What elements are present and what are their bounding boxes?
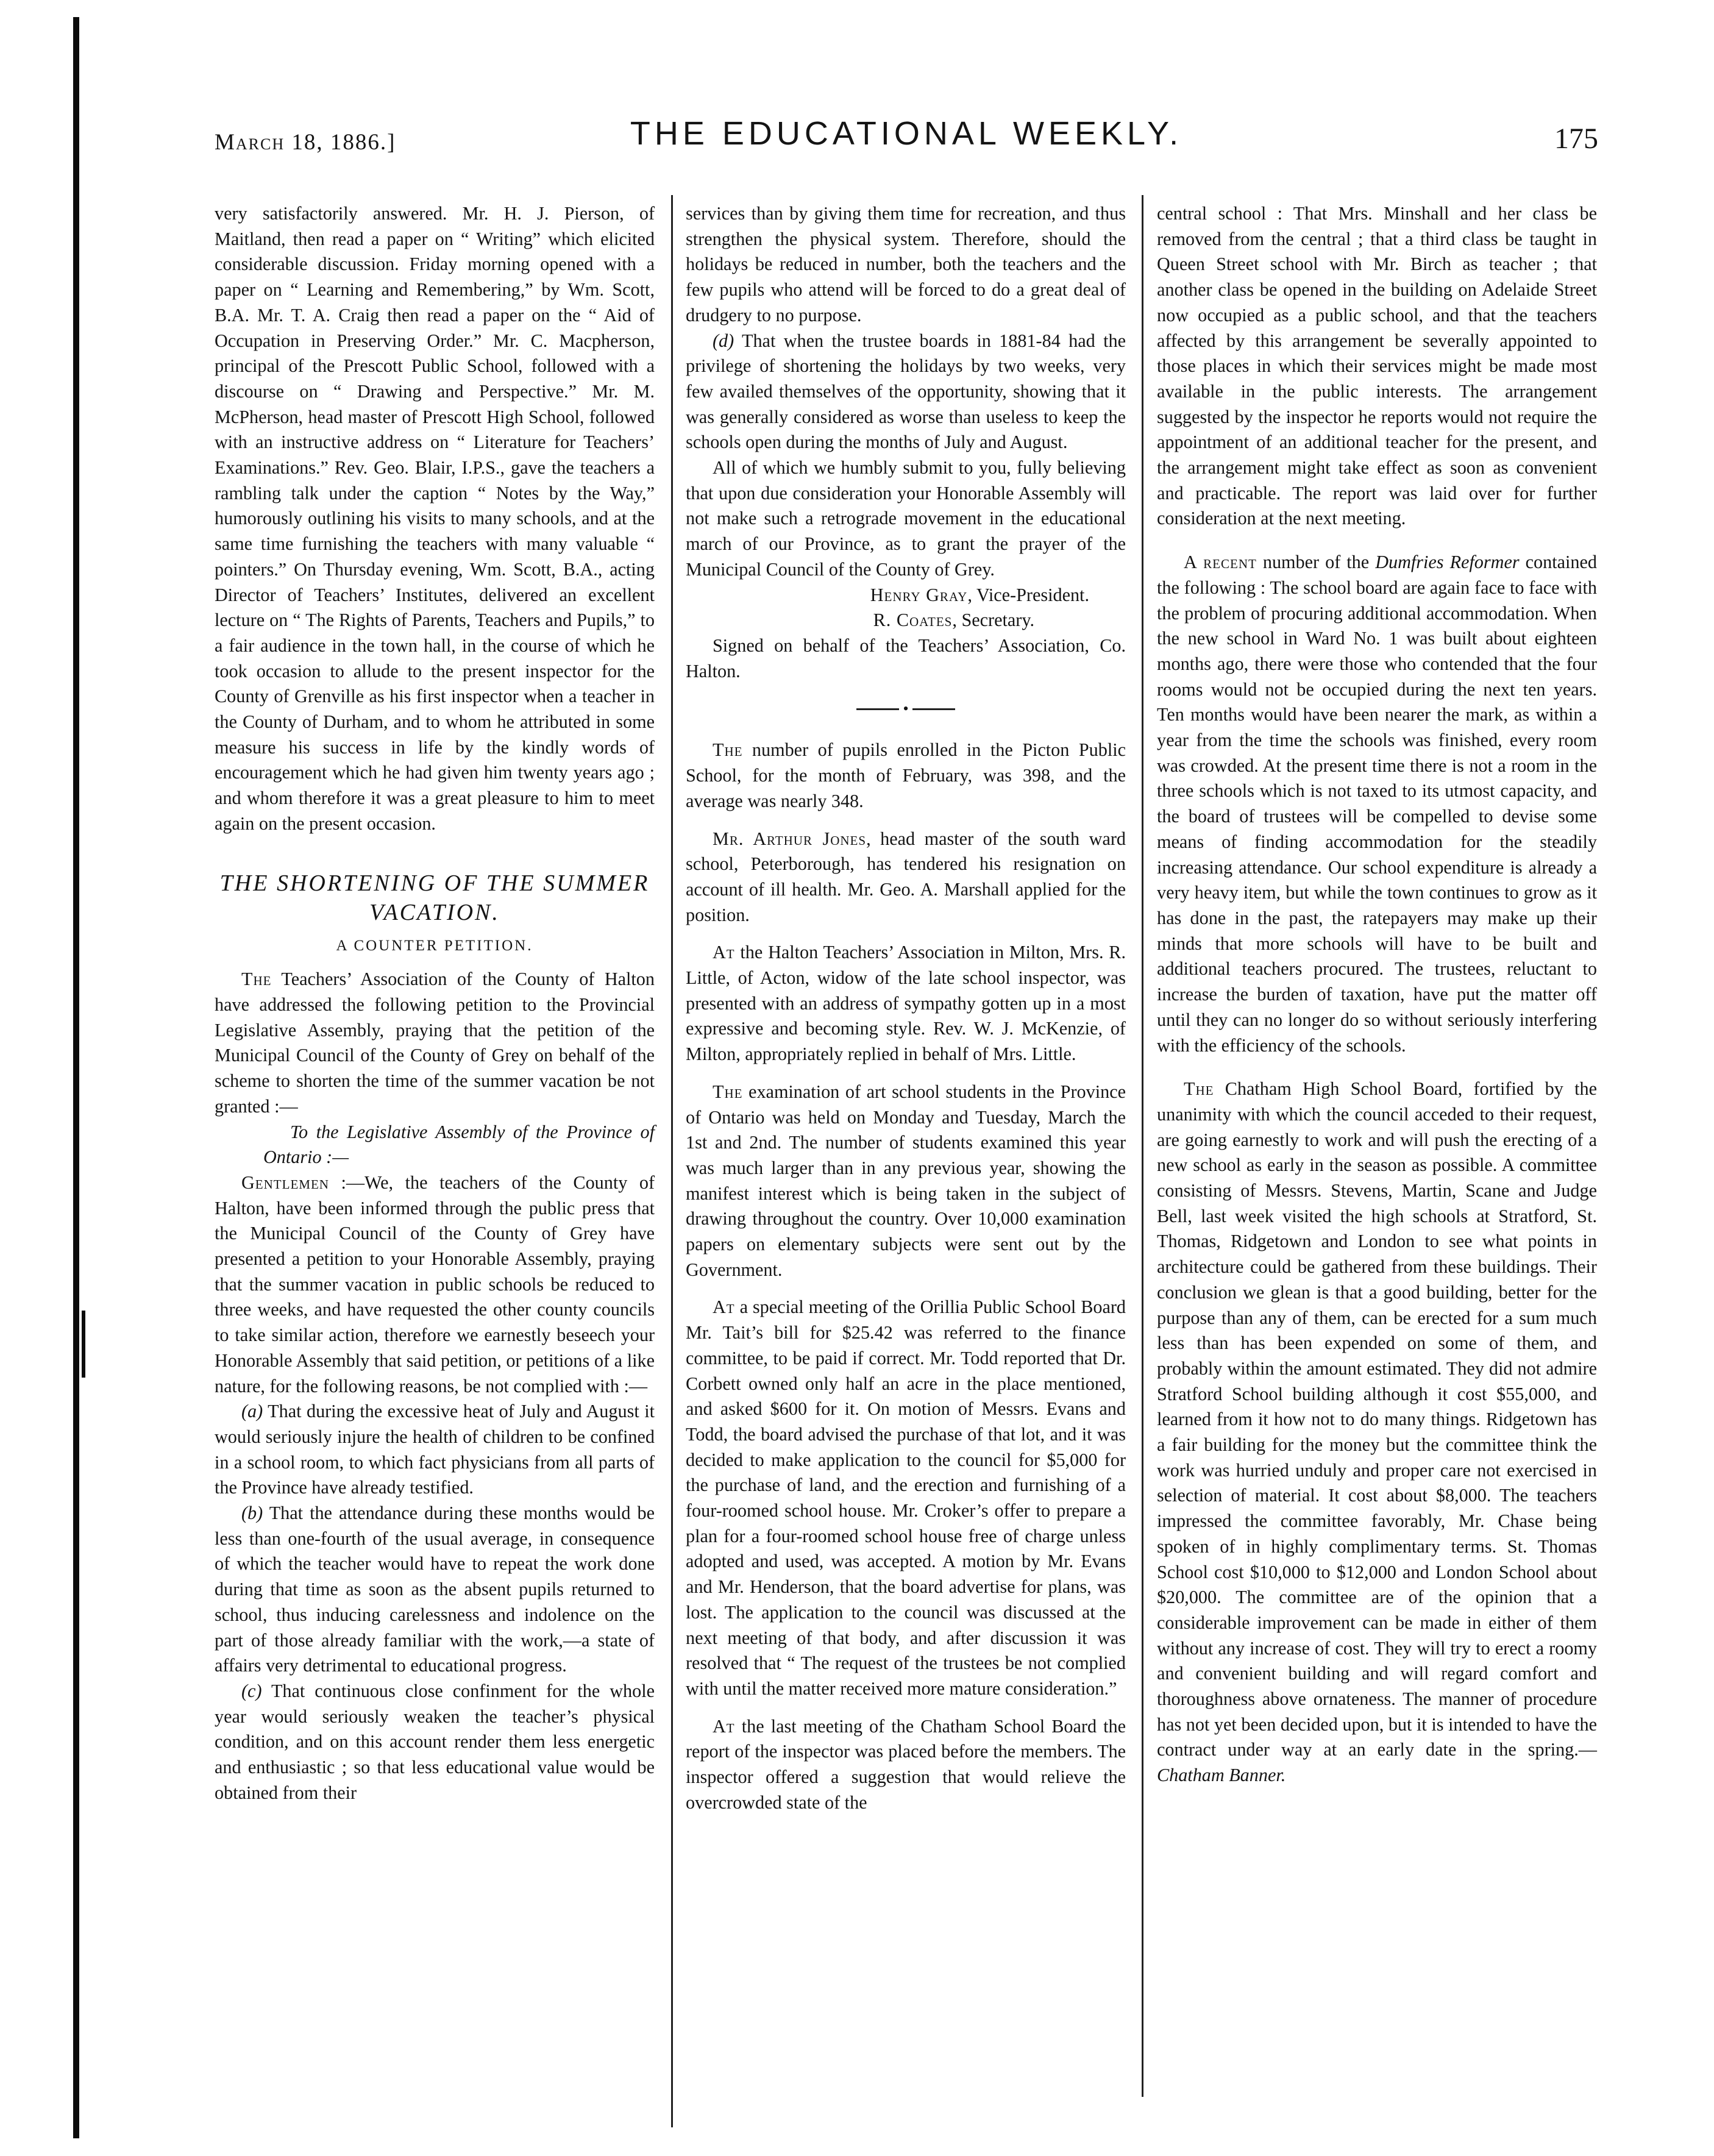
source-credit: Chatham Banner. <box>1157 1765 1286 1786</box>
news-item: Mr. Arthur Jones, head master of the south ward school, Peterborough, has tendered his resignation on account of ill health. Mr. Geo. A. Marshall applied for the position. <box>686 828 1126 925</box>
paragraph: Gentlemen :—We, the teachers of the County of Halton, have been informed through the public press that the Municipal Council of the County of Grey have presented a petition to your Honorable Assembly, praying that the summer vacation in public schools be reduced to three weeks, and have requested the other county councils to take similar action, therefore we earnestly beseech your Honorable Assembly that said petition, or petitions of a like nature, for the following reasons, be not complied with :— <box>215 1172 655 1396</box>
petition-clause-a: (a) That during the excessive heat of July and August it would seriously injure the health of children to be confined in a school room, to which fact physicians from all parts of the Province have already testified. <box>215 1401 655 1498</box>
news-item: The number of pupils enrolled in the Picton Public School, for the month of February, was 398, and the average was nearly 348. <box>686 739 1126 811</box>
petition-address: To the Legislative Assembly of the Province of Ontario :— <box>263 1121 655 1168</box>
article-subtitle: A COUNTER PETITION. <box>336 937 533 954</box>
news-item: At the last meeting of the Chatham School Board the report of the inspector was placed before the members. The inspector offered a suggestion that would relieve the overcrowded state of the <box>686 1715 1126 1813</box>
paragraph: very satisfactorily answered. Mr. H. J. Pierson, of Maitland, then read a paper on “ Writing” which elicited considerable discussion. Friday morning opened with a paper on “ Learning and Remembering,” by Wm. Scott, B.A. Mr. T. A. Craig then read a paper on the “ Aid of Occupation in Preserving Order.” Mr. C. Macpherson, principal of the Prescott Public School, followed with a discourse on “ Drawing and Perspective.” Mr. M. McPherson, head master of Prescott High School, followed with an instructive address on “ Literature for Teachers’ Examinations.” Rev. Geo. Blair, I.P.S., gave the teachers a rambling talk under the caption “ Notes by the Way,” humorously outlining his visits to many schools, and at the same time furnishing the teachers with many valuable “ pointers.” On Thursday evening, Wm. Scott, B.A., acting Director of Teachers’ Institutes, delivered an excellent lecture on “ The Rights of Parents, Teachers and Pupils,” to a fair audience in the town hall, in the course of which he took occasion to allude to the present inspector for the County of Grenville as his first inspector when a teacher in the County of Durham, and to whom he attributed in some measure his success in life by the kindly words of encouragement which he had given him twenty years ago ; and whom therefore it was a great pleasure to him to meet again on the present occasion. <box>215 203 655 834</box>
issue-date: March 18, 1886.] <box>215 130 396 155</box>
petition-clause-d: (d) That when the trustee boards in 1881-84 had the privilege of shortening the holidays by two weeks, very few availed themselves of the opportunity, showing that it was generally considered as worse than useless to keep the schools open during the months of July and August. <box>686 330 1126 453</box>
column-divider-1 <box>671 195 673 2127</box>
lead-in: Gentlemen <box>241 1172 329 1193</box>
news-item: At a special meeting of the Orillia Public School Board Mr. Tait’s bill for $25.42 was referred to the finance committee, to be paid if correct. Mr. Todd reported that Dr. Corbett owned only half an acre in the place mentioned, and asked $600 for it. On motion of Messrs. Evans and Todd, the board advised the purchase of that lot, and it was decided to make application to the council for $5,000 for the purchase of land, and the erection and furnishing of a four-roomed school house. Mr. Croker’s offer to prepare a plan for a four-roomed school house free of charge unless adopted and used, was accepted. A motion by Mr. Evans and Mr. Henderson, that the board advertise for plans, was lost. The application to the council was discussed at the next meeting of that body, and after discussion it was resolved that “ The request of the trustees be not complied with until the matter received more mature consideration.” <box>686 1297 1126 1699</box>
page-header <box>215 115 1598 163</box>
petition-clause-b: (b) That the attendance during these months would be less than one-fourth of the usual average, in consequence of which the teacher would have to repeat the work done during that time as soon as the absent pupils returned to school, thus inducing carelessness and indolence on the part of those already familiar with the work,—a state of affairs very detrimental to educational progress. <box>215 1503 655 1676</box>
binding-edge-rule <box>73 17 79 2138</box>
signature-line: Henry Gray, Vice-President. <box>870 584 1089 605</box>
column-divider-2 <box>1142 195 1143 2097</box>
petition-clause-c: (c) That continuous close confinment for the whole year would seriously weaken the teacher’s physical condition, and on this account render them less energetic and enthusiastic ; so that less educational value would be obtained from their <box>215 1680 655 1803</box>
publication-title: THE EDUCATIONAL WEEKLY. <box>630 115 1183 152</box>
news-item: The Chatham High School Board, fortified by the unanimity with which the council acceded to their request, are going earnestly to work and will push the erecting of a new school as early in the season as possible. A committee consisting of Messrs. Stevens, Martin, Scane and Judge Bell, last week visited the high schools at Stratford, St. Thomas, Ridgetown and London to see what points in architecture could be gathered from these buildings. Their conclusion we glean is that a good building, better for the purpose than any of them, can be erected for a sum much less than has been expended on some of them, and probably within the amount estimated. They did not admire Stratford School building although it cost $55,000, and learned from it how not to do many things. Ridgetown has a fair building for the money but the committee think the work was hurried unduly and proper care not exercised in selection of material. It cost about $8,000. The teachers impressed the committee favorably, Mr. Chase being spoken of in highly complimentary terms. St. Thomas School cost $10,000 to $12,000 and London School about $20,000. The committee are of the opinion that a considerable improvement can be made in either of them without any increase of cost. They will try to erect a roomy and convenient building and will regard comfort and thoroughness above ornateness. The manner of procedure has not yet been decided upon, but it is intended to have the contract under way at an early date in the spring.—Chatham Banner. <box>1157 1078 1597 1786</box>
column-1 <box>215 201 655 1806</box>
paragraph: The Teachers’ Association of the County of Halton have addressed the following petition to the Provincial Legislative Assembly, praying that the petition of the Municipal Council of the County of Grey on behalf of the scheme to shorten the time of the summer vacation be not granted :— <box>215 969 655 1117</box>
page-number: 175 <box>1554 123 1598 155</box>
binding-edge-mark <box>82 1311 85 1378</box>
paragraph: central school : That Mrs. Minshall and her class be removed from the central ; that a third class be taught in Queen Street school with Mr. Birch as teacher ; that another class be opened in the building on Adelaide Street now occupied as a public school, and that the teachers affected by this arrangement be severally appointed to those places in which their services might be made most available in the public interests. The arrangement suggested by the inspector he reports would not require the appointment of an additional teacher for the present, and the arrangement might take effect as soon as convenient and practicable. The report was laid over for further consideration at the next meeting. <box>1157 203 1597 529</box>
paragraph: services than by giving them time for recreation, and thus strengthen the physical system. Therefore, should the holidays be reduced in number, both the teachers and the few pupils who attend will be forced to do a great deal of drudgery to no purpose. <box>686 203 1126 326</box>
paragraph: All of which we humbly submit to you, fully believing that upon due consideration your Honorable Assembly will not make such a retrograde movement in the educational march of our Province, as to grant the prayer of the Municipal Council of the County of Grey. <box>686 457 1126 580</box>
section-ornament: • <box>686 700 1126 717</box>
news-item: At the Halton Teachers’ Association in Milton, Mrs. R. Little, of Acton, widow of the late school inspector, was presented with an address of sympathy gotten up in a most expressive and becoming style. Rev. W. J. McKenzie, of Milton, appropriately replied in behalf of Mrs. Little. <box>686 942 1126 1065</box>
news-item: The examination of art school students in the Province of Ontario was held on Monday and Tuesday, March the 1st and 2nd. The number of students examined this year was much larger than in any previous year, showing the manifest interest which is being taken in the subject of drawing throughout the country. Over 10,000 examination papers on elementary subjects were sent out by the Government. <box>686 1081 1126 1280</box>
lead-in: The <box>241 969 272 990</box>
newspaper-name: Dumfries Reformer <box>1375 552 1520 573</box>
column-3 <box>1157 201 1597 1788</box>
paragraph: Signed on behalf of the Teachers’ Association, Co. Halton. <box>686 635 1126 681</box>
column-2 <box>686 201 1126 1816</box>
article-title: THE SHORTENING OF THE SUMMER VACATION. <box>219 870 650 925</box>
signature-line: R. Coates, Secretary. <box>873 610 1034 631</box>
news-item: A recent number of the Dumfries Reformer contained the following : The school board are again face to face with the problem of procuring additional accommodation. When the new school in Ward No. 1 was built about eighteen months ago, there were those who contended that the four rooms would not be occupied during the next ten years. Ten months would have been nearer the mark, as within a year from the time the schools was finished, every room was crowded. At the present time there is not a room in the three schools which is not taxed to its utmost capacity, and the board of trustees will be compelled to devise some means of finding accommodation for the steadily increasing attendance. Our school expenditure is already a very heavy item, but while the town continues to grow as it has done in the past, the ratepayers may make up their minds that more schools will have to be built and additional teachers procured. The trustees, reluctant to increase the burden of taxation, have put the matter off until they can no longer do so without seriously interfering with the efficiency of the schools. <box>1157 552 1597 1056</box>
